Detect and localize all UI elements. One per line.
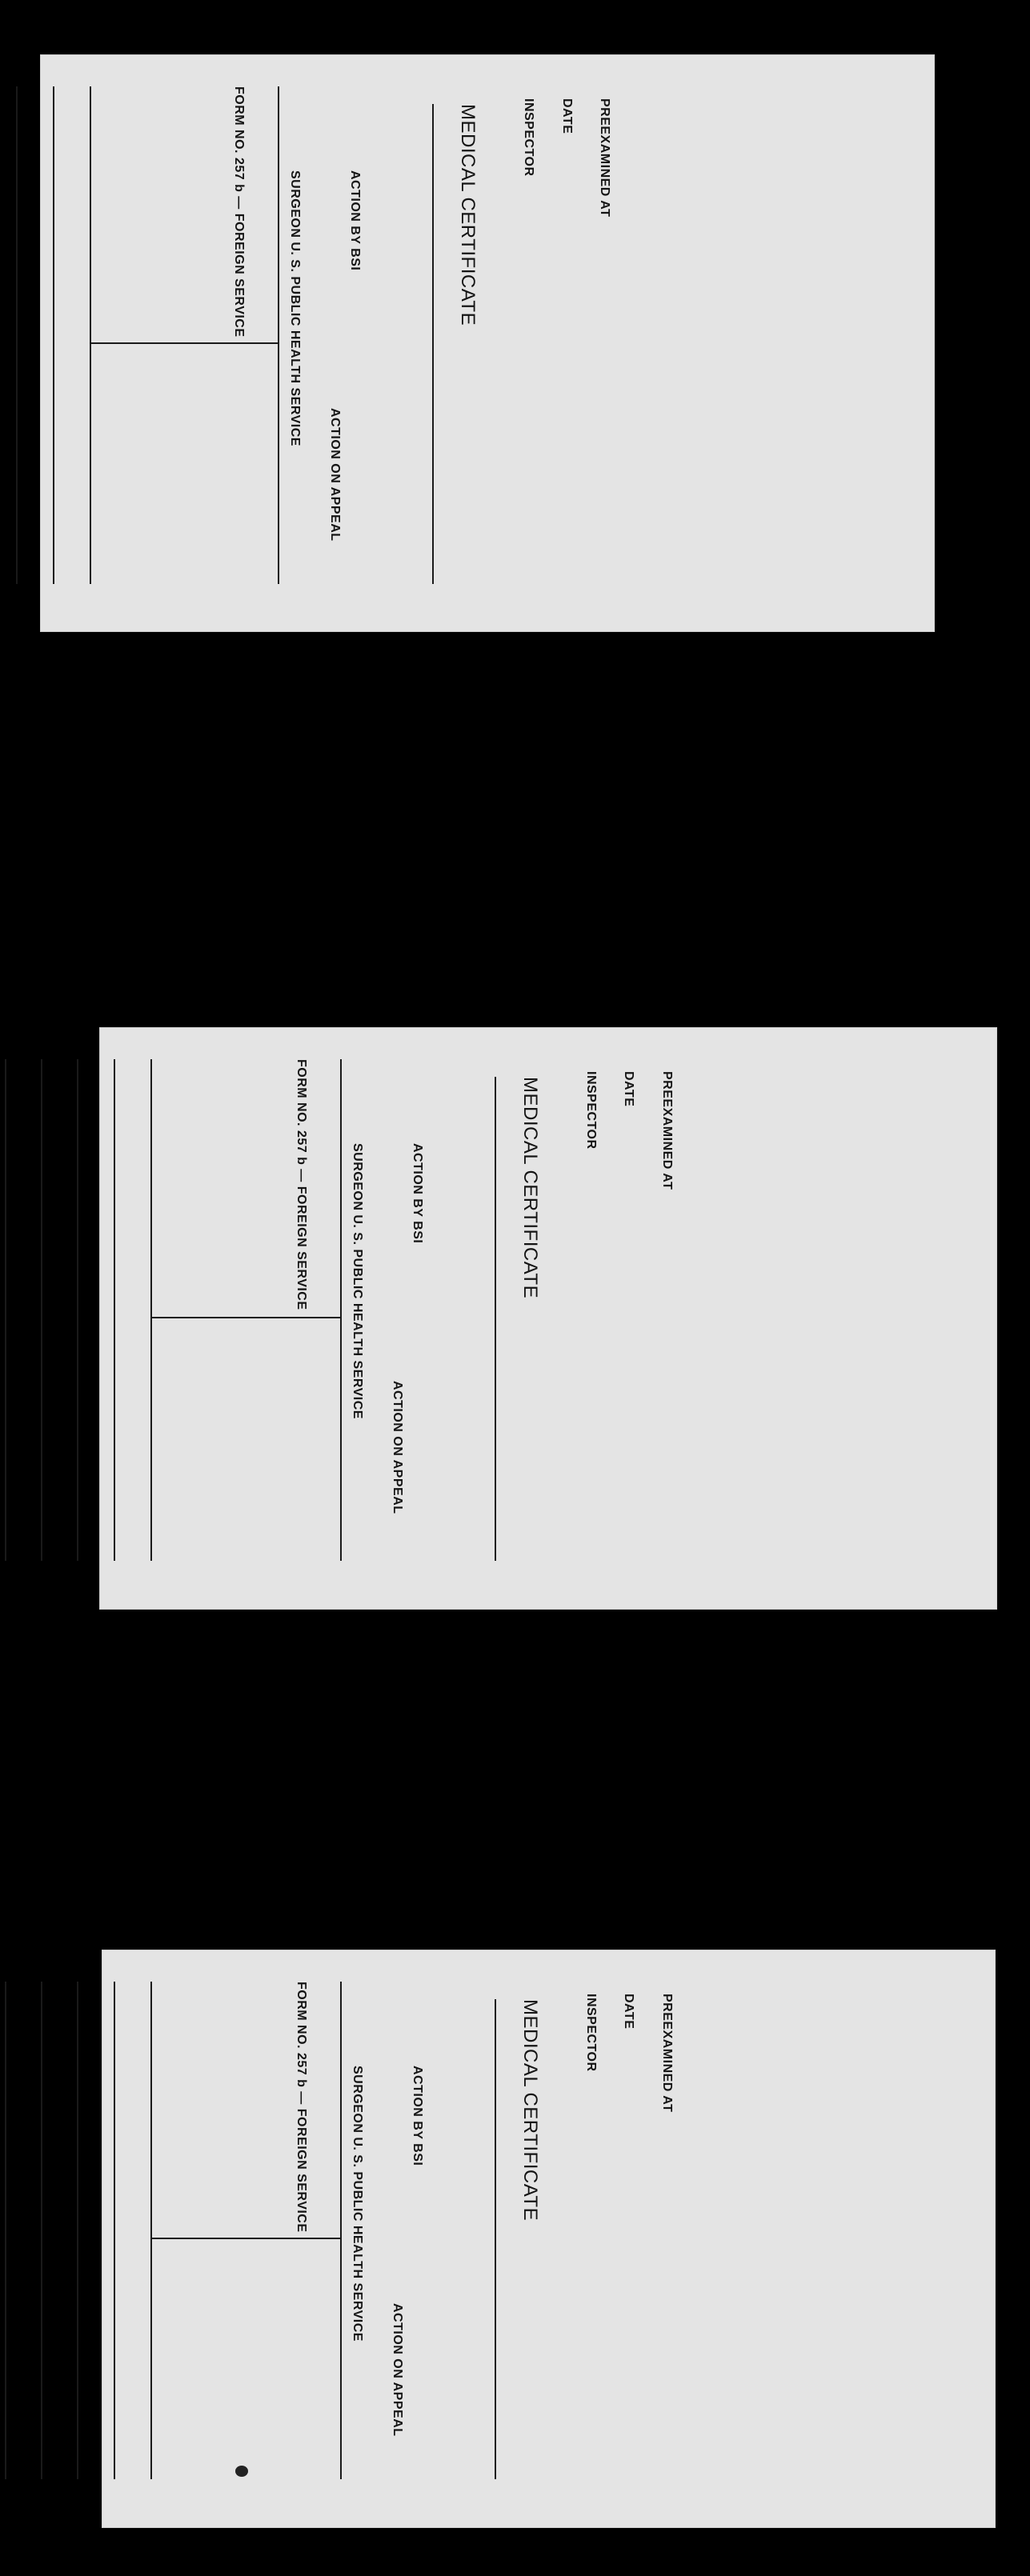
medical-certificate-card — [102, 1950, 996, 2528]
table-line-2 — [114, 1982, 115, 2479]
certificate-title: MEDICAL CERTIFICATE — [457, 104, 479, 326]
surgeon-line — [340, 1059, 342, 1561]
card-content — [0, 54, 618, 632]
action-bsi-label: ACTION BY BSI — [411, 2066, 424, 2166]
inspector-label: INSPECTOR — [584, 1071, 598, 1150]
inspector-label: INSPECTOR — [584, 1994, 598, 2072]
certificate-title: MEDICAL CERTIFICATE — [519, 1999, 541, 2222]
table-line-5 — [5, 1059, 6, 1561]
date-label: DATE — [622, 1994, 635, 2030]
preexamined-label: PREEXAMINED AT — [598, 98, 611, 218]
date-label: DATE — [622, 1071, 635, 1107]
table-line-5 — [5, 1982, 6, 2479]
action-appeal-label: ACTION ON APPEAL — [391, 1381, 404, 1514]
form-number: FORM NO. 257 b — FOREIGN SERVICE — [295, 1982, 308, 2233]
certificate-title: MEDICAL CERTIFICATE — [519, 1077, 541, 1299]
surgeon-label: SURGEON U. S. PUBLIC HEALTH SERVICE — [351, 2066, 364, 2342]
preexamined-label: PREEXAMINED AT — [660, 1994, 674, 2113]
action-appeal-label: ACTION ON APPEAL — [328, 408, 342, 542]
medical-certificate-card — [40, 54, 935, 632]
column-divider — [91, 342, 279, 344]
card-content — [0, 1950, 680, 2528]
preexamined-label: PREEXAMINED AT — [660, 1071, 674, 1190]
medical-certificate-card — [99, 1027, 997, 1610]
ink-mark — [235, 2466, 248, 2477]
inspector-label: INSPECTOR — [522, 98, 535, 177]
inspector-line — [495, 1077, 496, 1561]
date-label: DATE — [560, 98, 574, 134]
action-bsi-label: ACTION BY BSI — [411, 1143, 424, 1244]
table-line-4 — [41, 1059, 42, 1561]
form-number: FORM NO. 257 b — FOREIGN SERVICE — [232, 86, 246, 338]
surgeon-line — [340, 1982, 342, 2479]
table-line-2 — [53, 86, 54, 584]
column-divider — [152, 1317, 342, 1318]
card-content — [0, 1027, 682, 1610]
form-number: FORM NO. 257 b — FOREIGN SERVICE — [295, 1059, 308, 1310]
table-line-1 — [150, 1059, 152, 1561]
inspector-line — [432, 104, 434, 584]
surgeon-label: SURGEON U. S. PUBLIC HEALTH SERVICE — [288, 170, 302, 446]
table-line-2 — [114, 1059, 115, 1561]
table-line-3 — [77, 1982, 78, 2479]
table-line-3 — [77, 1059, 78, 1561]
column-divider — [152, 2238, 342, 2239]
table-line-3 — [16, 86, 18, 584]
action-bsi-label: ACTION BY BSI — [348, 170, 362, 271]
surgeon-line — [278, 86, 279, 584]
table-line-4 — [41, 1982, 42, 2479]
table-line-1 — [90, 86, 91, 584]
inspector-line — [495, 1999, 496, 2479]
action-appeal-label: ACTION ON APPEAL — [391, 2303, 404, 2437]
surgeon-label: SURGEON U. S. PUBLIC HEALTH SERVICE — [351, 1143, 364, 1419]
table-line-1 — [150, 1982, 152, 2479]
